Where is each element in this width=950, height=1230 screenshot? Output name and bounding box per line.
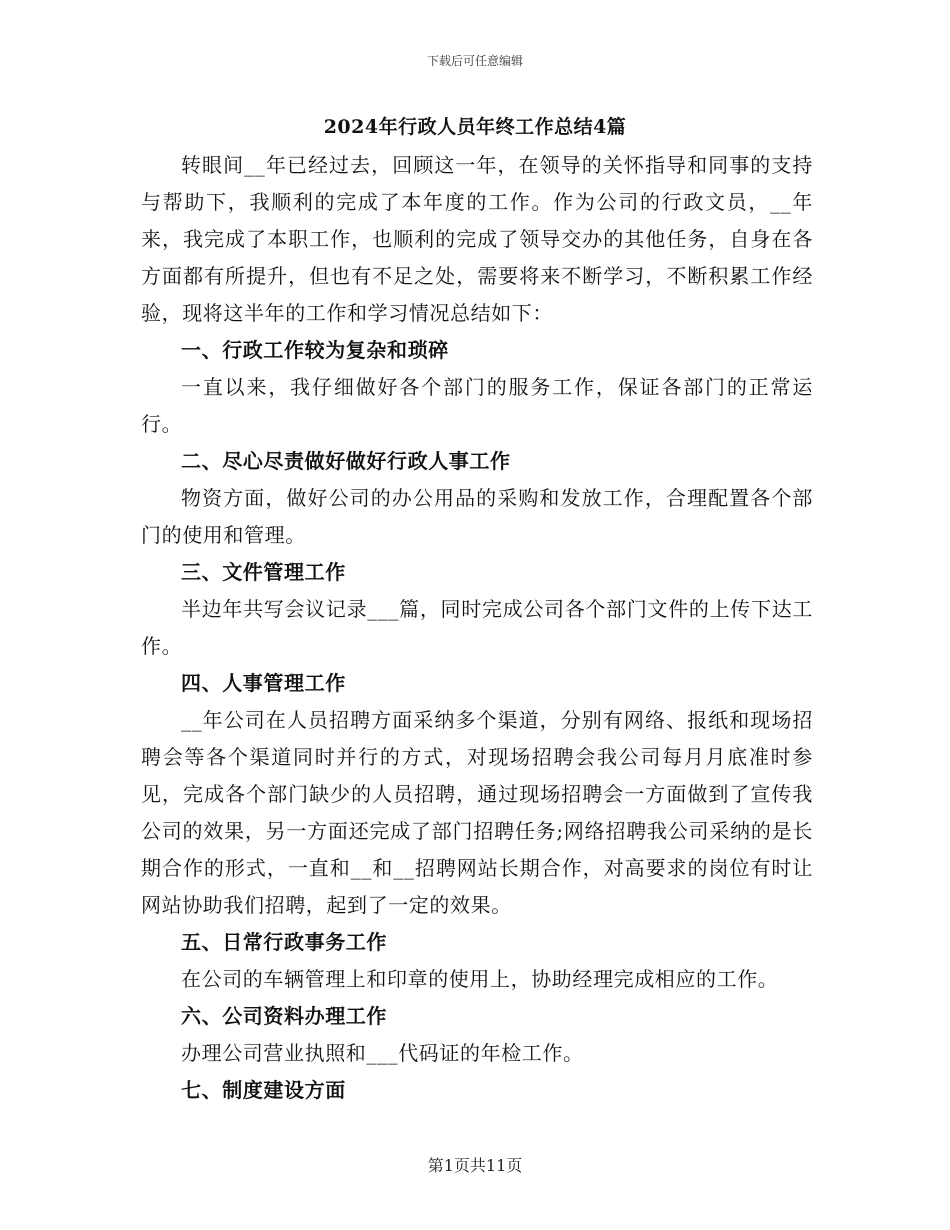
section-heading-6: 六、公司资料办理工作 bbox=[181, 1004, 387, 1028]
intro-paragraph: 转眼间__年已经过去，回顾这一年，在领导的关怀指导和同事的支持与帮助下，我顺利的完成了本年度的工作。作为公司的行政文员，__年来，我完成了本职工作，也顺利的完成了领导交办的其他任务，自身在各方面都有所提升，但也有不足之处，需要将来不断学习，不断积累工作经验，现将这半年的工作和学习情况总结如下： bbox=[141, 153, 813, 325]
section-heading-7: 七、制度建设方面 bbox=[181, 1078, 346, 1102]
page-number-footer: 第1页共11页 bbox=[427, 1156, 523, 1175]
section-heading-2: 二、尽心尽责做好做好行政人事工作 bbox=[181, 449, 511, 473]
document-title: 2024年行政人员年终工作总结4篇 bbox=[323, 116, 627, 138]
section-heading-4: 四、人事管理工作 bbox=[181, 671, 346, 695]
section-paragraph-1: 一直以来，我仔细做好各个部门的服务工作，保证各部门的正常运行。 bbox=[141, 375, 813, 436]
section-heading-3: 三、文件管理工作 bbox=[181, 560, 346, 584]
section-paragraph-6: 办理公司营业执照和___代码证的年检工作。 bbox=[181, 1041, 584, 1065]
section-heading-5: 五、日常行政事务工作 bbox=[181, 930, 387, 954]
section-paragraph-3: 半边年共写会议记录___篇，同时完成公司各个部门文件的上传下达工作。 bbox=[141, 597, 813, 658]
document-body bbox=[141, 147, 813, 1109]
section-paragraph-5: 在公司的车辆管理上和印章的使用上，协助经理完成相应的工作。 bbox=[181, 967, 779, 991]
section-paragraph-4: __年公司在人员招聘方面采纳多个渠道，分别有网络、报纸和现场招聘会等各个渠道同时并行的方式，对现场招聘会我公司每月月底准时参见，完成各个部门缺少的人员招聘，通过现场招聘会一方面做到了宣传我公司的效果，另一方面还完成了部门招聘任务;网络招聘我公司采纳的是长期合作的形式，一直和__和__招聘网站长期合作，对高要求的岗位有时让网站协助我们招聘，起到了一定的效果。 bbox=[141, 708, 813, 917]
section-heading-1: 一、行政工作较为复杂和琐碎 bbox=[181, 338, 449, 362]
header-note: 下载后可任意编辑 bbox=[426, 54, 523, 68]
section-paragraph-2: 物资方面，做好公司的办公用品的采购和发放工作，合理配置各个部门的使用和管理。 bbox=[141, 486, 813, 547]
